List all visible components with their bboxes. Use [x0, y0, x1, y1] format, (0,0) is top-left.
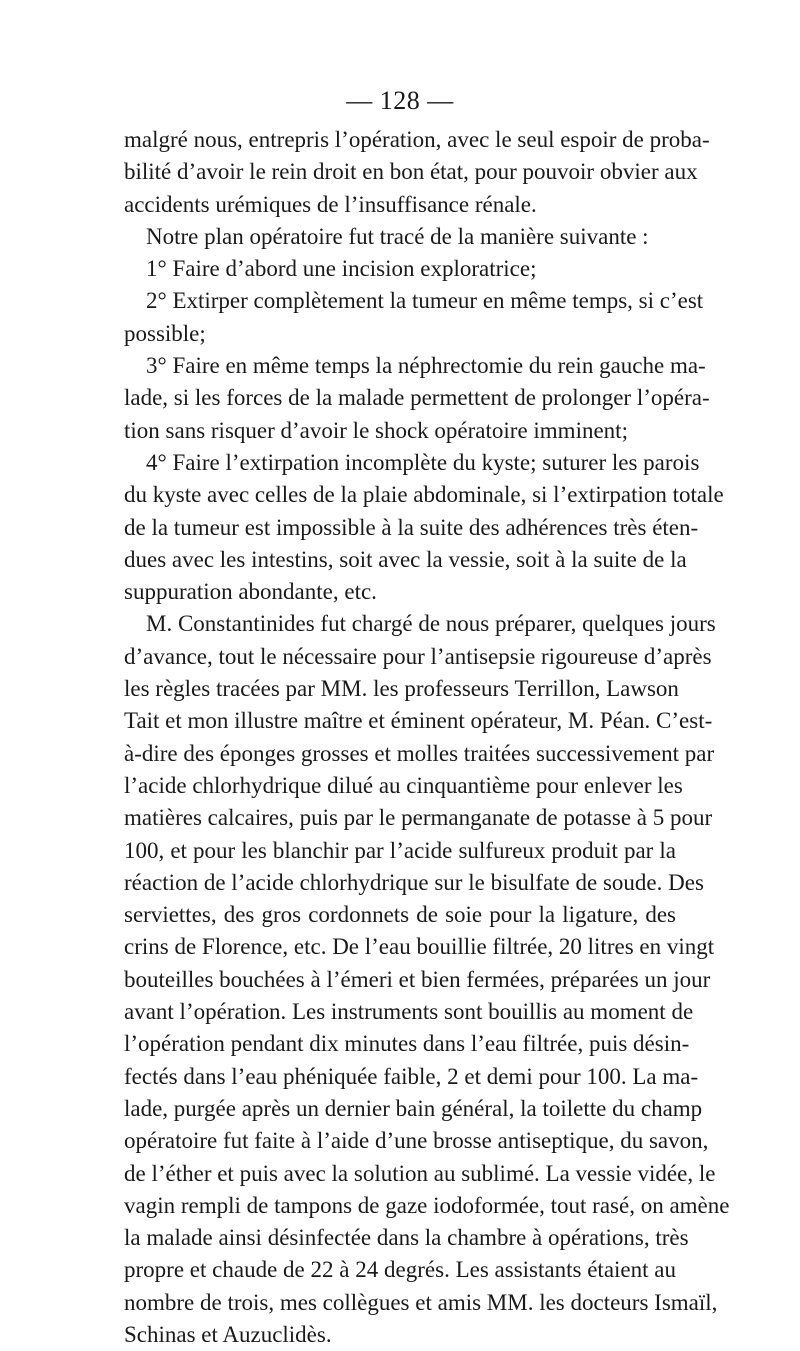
- text-line: Schinas et Auzuclidès.: [124, 1321, 332, 1347]
- text-line: suppuration abondante, etc.: [124, 579, 377, 605]
- text-line: à-dire des éponges grosses et molles traitées successivement par: [124, 740, 715, 766]
- text-line: de l’éther et puis avec la solution au sublimé. La vessie vidée, le: [124, 1160, 716, 1186]
- text-line: crins de Florence, etc. De l’eau bouillie filtrée, 20 litres en vingt: [124, 934, 715, 960]
- paragraph: [124, 285, 704, 350]
- text-line: 1° Faire d’abord une incision exploratrice;: [146, 256, 537, 282]
- text-line: 4° Faire l’extirpation incomplète du kyste; suturer les parois: [146, 449, 700, 475]
- text-line: lade, si les forces de la malade permettent de prolonger l’opéra-: [124, 385, 710, 411]
- text-line: les règles tracées par MM. les professeurs Terrillon, Lawson: [124, 676, 679, 702]
- text-line: de la tumeur est impossible à la suite des adhérences très éten-: [124, 514, 699, 540]
- text-line: 100, et pour les blanchir par l’acide sulfureux produit par la: [124, 837, 676, 863]
- text-line: 2° Extirper complètement la tumeur en même temps, si c’est: [146, 288, 704, 314]
- paragraph: [124, 608, 730, 1351]
- text-line: nombre de trois, mes collègues et amis MM. les docteurs Ismaïl,: [124, 1289, 718, 1315]
- text-line: opératoire fut faite à l’aide d’une brosse antiseptique, du savon,: [124, 1128, 709, 1154]
- text-line: 3° Faire en même temps la néphrectomie du rein gauche ma-: [146, 353, 706, 379]
- text-line: fectés dans l’eau phéniquée faible, 2 et demi pour 100. La ma-: [124, 1063, 699, 1089]
- text-line: l’acide chlorhydrique dilué au cinquantième pour enlever les: [124, 772, 683, 798]
- text-line: du kyste avec celles de la plaie abdominale, si l’extirpation totale: [124, 482, 724, 508]
- text-line: serviettes, des gros cordonnets de soie pour la ligature, des: [124, 902, 676, 928]
- text-line: l’opération pendant dix minutes dans l’eau filtrée, puis désin-: [124, 1031, 690, 1057]
- text-line: la malade ainsi désinfectée dans la chambre à opérations, très: [124, 1225, 689, 1251]
- text-line: avant l’opération. Les instruments sont bouillis au moment de: [124, 999, 694, 1025]
- text-line: matières calcaires, puis par le permanganate de potasse à 5 pour: [124, 805, 713, 831]
- text-line: bouteilles bouchées à l’émeri et bien fermées, préparées un jour: [124, 966, 711, 992]
- text-line: possible;: [124, 320, 206, 346]
- text-line: propre et chaude de 22 à 24 degrés. Les assistants étaient au: [124, 1257, 676, 1283]
- paragraph: [124, 253, 676, 285]
- paragraph: [124, 124, 710, 221]
- page-number: — 128 —: [346, 86, 454, 115]
- body-text: [124, 124, 730, 1351]
- text-line: malgré nous, entrepris l’opération, avec le seul espoir de proba-: [124, 127, 710, 152]
- text-line: Notre plan opératoire fut tracé de la manière suivante :: [146, 223, 649, 249]
- paragraph: [124, 350, 710, 447]
- text-line: dues avec les intestins, soit avec la vessie, soit à la suite de la: [124, 546, 687, 572]
- text-line: accidents urémiques de l’insuffisance rénale.: [124, 191, 537, 217]
- text-line: d’avance, tout le nécessaire pour l’antisepsie rigoureuse d’après: [124, 643, 712, 669]
- text-line: M. Constantinides fut chargé de nous préparer, quelques jours: [146, 611, 716, 637]
- text-line: lade, purgée après un dernier bain général, la toilette du champ: [124, 1095, 703, 1121]
- text-line: tion sans risquer d’avoir le shock opératoire imminent;: [124, 417, 628, 443]
- paragraph: [124, 221, 676, 253]
- text-line: vagin rempli de tampons de gaze iodoformée, tout rasé, on amène: [124, 1192, 730, 1218]
- text-line: Tait et mon illustre maître et éminent opérateur, M. Péan. C’est-: [124, 708, 713, 734]
- paragraph: [124, 447, 724, 608]
- text-line: réaction de l’acide chlorhydrique sur le bisulfate de soude. Des: [124, 869, 704, 895]
- text-line: bilité d’avoir le rein droit en bon état, pour pouvoir obvier aux: [124, 159, 698, 185]
